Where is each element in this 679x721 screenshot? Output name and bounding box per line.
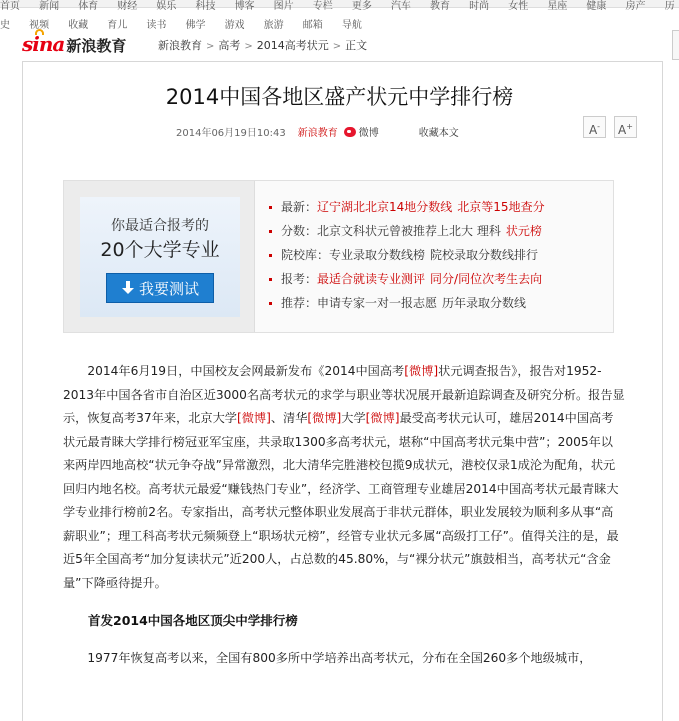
font-decrease-sup: - bbox=[597, 122, 601, 131]
weibo-tag-link[interactable]: [微博] bbox=[307, 411, 342, 425]
article-body bbox=[63, 360, 625, 670]
promo-link[interactable]: 专业录取分数线榜 bbox=[329, 248, 426, 262]
topnav-item[interactable]: 汽车 bbox=[390, 1, 411, 12]
topnav-item[interactable]: 科技 bbox=[195, 1, 216, 12]
article-source-link[interactable]: 新浪教育 bbox=[297, 128, 338, 139]
weibo-tag-link[interactable]: [微博] bbox=[365, 411, 400, 425]
topnav-item[interactable]: 体育 bbox=[78, 1, 99, 12]
font-increase-label: A bbox=[618, 123, 627, 137]
promo-link[interactable]: 同分/同位次考生去向 bbox=[430, 272, 543, 286]
topnav-item[interactable]: 时尚 bbox=[469, 1, 490, 12]
weibo-icon bbox=[344, 127, 356, 137]
ad-line2: 20个大学专业 bbox=[100, 239, 220, 261]
weibo-tag-link[interactable]: [微博] bbox=[404, 364, 439, 378]
sina-logo-mark: sina bbox=[22, 32, 64, 56]
topnav-item[interactable]: 读书 bbox=[146, 20, 167, 31]
take-test-label: 我要测试 bbox=[138, 279, 199, 298]
ad-line1: 你最适合报考的 bbox=[111, 218, 209, 234]
promo-link[interactable]: 辽宁湖北北京14地分数线 bbox=[317, 200, 453, 214]
bullet-icon bbox=[269, 206, 272, 209]
bullet-icon bbox=[269, 302, 272, 305]
link-row-label: 推荐： bbox=[281, 296, 318, 310]
major-test-ad[interactable] bbox=[64, 181, 255, 332]
weibo-link[interactable] bbox=[344, 124, 379, 139]
weibo-tag-link[interactable]: [微博] bbox=[236, 411, 271, 425]
paragraph-text: 2014年6月19日，中国校友会网最新发布《2014中国高考 bbox=[87, 364, 405, 378]
topnav-item[interactable]: 更多 bbox=[351, 1, 372, 12]
article-paragraph bbox=[63, 360, 625, 595]
topnav-item[interactable]: 专栏 bbox=[312, 1, 333, 12]
publish-time: 2014年06月19日10:43 bbox=[176, 128, 286, 139]
topnav-item[interactable]: 新闻 bbox=[39, 1, 60, 12]
section-heading: 首发2014中国各地区顶尖中学排行榜 bbox=[88, 613, 298, 628]
topnav-item[interactable]: 游戏 bbox=[224, 20, 245, 31]
link-row-label: 最新： bbox=[281, 200, 318, 214]
promo-link[interactable]: 北京等15地查分 bbox=[457, 200, 545, 214]
topnav-item[interactable]: 导航 bbox=[341, 20, 362, 31]
side-widget-edge[interactable] bbox=[672, 30, 679, 60]
promo-link[interactable]: 历年录取分数线 bbox=[442, 296, 527, 310]
page-header bbox=[22, 28, 622, 58]
sina-eye-icon bbox=[35, 29, 44, 35]
breadcrumb-gaokao[interactable]: 高考 bbox=[218, 39, 241, 52]
download-arrow-icon bbox=[121, 280, 135, 296]
topnav-item[interactable]: 视频 bbox=[29, 20, 50, 31]
article-meta bbox=[176, 124, 459, 139]
breadcrumb-top-scorer[interactable]: 2014高考状元 bbox=[256, 39, 329, 52]
article-title: 2014中国各地区盛产状元中学排行榜 bbox=[165, 85, 514, 109]
topnav-item[interactable]: 首页 bbox=[0, 1, 20, 12]
chevron-right-icon: > bbox=[332, 41, 342, 52]
breadcrumb-current: 正文 bbox=[345, 39, 368, 52]
chevron-right-icon: > bbox=[206, 41, 215, 52]
chevron-right-icon: > bbox=[244, 41, 253, 52]
logo-section-name: 新浪教育 bbox=[66, 37, 127, 55]
promo-link-list bbox=[269, 195, 609, 315]
font-decrease-button[interactable] bbox=[583, 116, 606, 138]
paragraph-text: 状元调查报告》，报告对1952-2013年中国各省市自治区近3000名高考状元的求学与职业等状况展开最新追踪调查及研究分析。报告显示，恢复高考37年来，北京大学 bbox=[63, 364, 625, 425]
font-increase-sup: + bbox=[626, 122, 633, 131]
promo-link[interactable]: 北京文科状元曾被推荐上北大 理科 bbox=[317, 224, 501, 238]
paragraph-text: 、清华 bbox=[270, 411, 308, 425]
topnav-item[interactable]: 房产 bbox=[625, 1, 646, 12]
bullet-icon bbox=[269, 254, 272, 257]
link-row-label: 分数： bbox=[281, 224, 318, 238]
sina-education-logo[interactable] bbox=[22, 30, 126, 56]
topnav-item[interactable]: 博客 bbox=[234, 1, 255, 12]
font-decrease-label: A bbox=[588, 123, 598, 137]
take-test-button[interactable] bbox=[106, 273, 214, 303]
topnav-item[interactable]: 育儿 bbox=[107, 20, 128, 31]
topnav-item[interactable]: 健康 bbox=[586, 1, 607, 12]
list-item bbox=[269, 195, 609, 219]
link-row-label: 报考： bbox=[281, 272, 318, 286]
promo-link[interactable]: 申请专家一对一报志愿 bbox=[317, 296, 438, 310]
article-paragraph: 1977年恢复高考以来，全国有800多所中学培养出高考状元，分布在全国260多个地级城市， bbox=[87, 650, 592, 665]
topnav-item[interactable]: 图片 bbox=[273, 1, 294, 12]
bullet-icon bbox=[269, 230, 272, 233]
topnav-item[interactable]: 佛学 bbox=[185, 20, 206, 31]
breadcrumb-sina-edu[interactable]: 新浪教育 bbox=[158, 39, 202, 52]
topnav-item[interactable]: 星座 bbox=[547, 1, 568, 12]
list-item bbox=[269, 219, 609, 243]
topnav-item[interactable]: 财经 bbox=[117, 1, 138, 12]
breadcrumb bbox=[158, 37, 367, 53]
promo-box bbox=[63, 180, 614, 333]
favorite-article-link[interactable]: 收藏本文 bbox=[418, 128, 459, 139]
promo-link[interactable]: 院校录取分数线排行 bbox=[430, 248, 539, 262]
top-navigation-bar bbox=[0, 0, 679, 31]
list-item bbox=[269, 267, 609, 291]
topnav-item[interactable]: 旅游 bbox=[263, 20, 284, 31]
paragraph-text: 最受高考状元认可，雄居2014中国高考状元最青睐大学排行榜冠亚军宝座，共录取1300多高考状元，堪称“中国高考状元集中营”；2005年以来两岸四地高校“状元争夺战”异常激烈，北大清华完胜港校包揽9成状元，港校仅录1成沦为配角，状元回归内地名校。高考状元最爱“赚钱热门专业”，经济学、工商管理专业雄居2014中国高考状元最青睐大学专业排行榜前2名。专家指出，高考状元整体职业发展高于非状元群体，职业发展较为顺利多从事“高薪职业”；理工科高考状元频频登上“职场状元榜”，经管专业状元多属“高级打工仔”。值得关注的是，最近5年全国高考“加分复读状元”近200人，占总数的45.80%，与“裸分状元”旗鼓相当，高考状元“含金量”下降亟待提升。 bbox=[63, 411, 619, 590]
list-item bbox=[269, 243, 609, 267]
paragraph-text: 大学 bbox=[341, 411, 366, 425]
promo-link[interactable]: 状元榜 bbox=[505, 224, 542, 238]
link-row-label: 院校库： bbox=[281, 248, 330, 262]
ad-banner[interactable] bbox=[80, 197, 240, 317]
topnav-item[interactable]: 娱乐 bbox=[156, 1, 177, 12]
promo-link[interactable]: 最适合就读专业测评 bbox=[317, 272, 426, 286]
bullet-icon bbox=[269, 278, 272, 281]
topnav-item[interactable]: 历史 bbox=[0, 1, 675, 31]
topnav-item[interactable]: 教育 bbox=[430, 1, 451, 12]
list-item bbox=[269, 291, 609, 315]
weibo-label: 微博 bbox=[358, 128, 379, 139]
topnav-item[interactable]: 邮箱 bbox=[302, 20, 323, 31]
topnav-item[interactable]: 女性 bbox=[508, 1, 529, 12]
font-increase-button[interactable] bbox=[614, 116, 637, 138]
topnav-item[interactable]: 收藏 bbox=[68, 20, 89, 31]
